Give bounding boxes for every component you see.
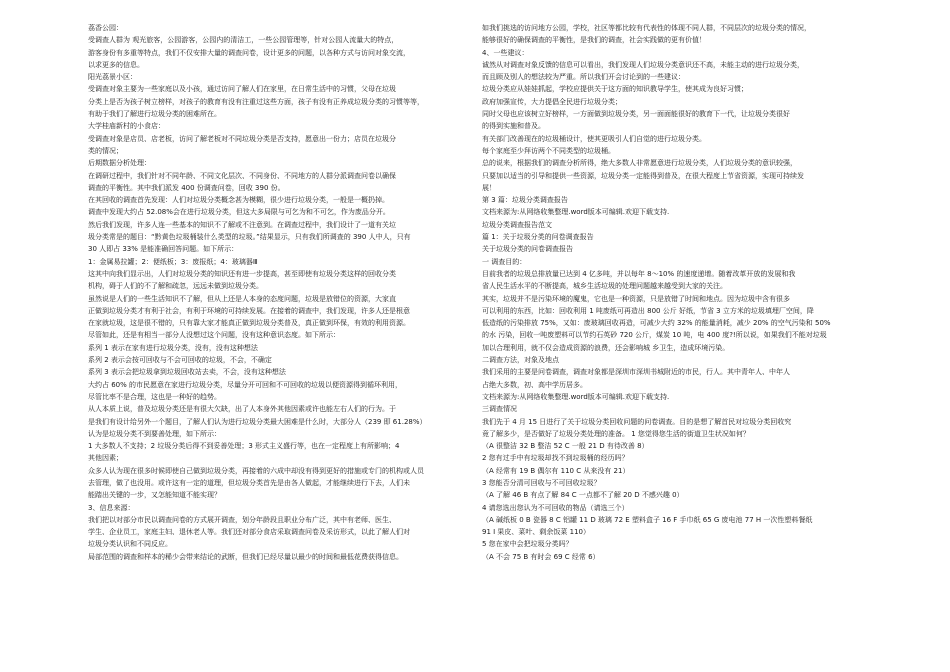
text-line: 调查中发现大约占 52.08%会在进行垃圾分类，但这大多局限与可乞为和不可乞，作为废品分开。 [88, 208, 390, 217]
text-line: 系列 1 表示在家有进行垃圾分类，没有，没有这种想法 [88, 343, 258, 352]
text-line: 垃圾分类应从娃娃抓起，学校应提供关于这方面的知识教导学生，使其成为良好习惯； [482, 85, 748, 94]
text-line: 其他因素； [88, 454, 123, 463]
text-line: 关于垃圾分类的问卷调查报告 [482, 245, 573, 254]
left-text-column [88, 22, 466, 563]
text-line: 游客身份有多重等特点，我们不仅安排大量的调查问卷，设计更多的问题，以各种方式与访问对象交流， [88, 48, 410, 57]
text-line: 系列 2 表示会按可回收与不会可回收的垃圾，不会，不确定 [88, 356, 272, 365]
text-line: 第 3 篇：垃圾分类调查报告 [482, 196, 568, 205]
text-line: （A 很整洁 32 B 整洁 52 C 一般 21 D 有待改善 8） [482, 442, 649, 451]
text-line: 5 您在家中会把垃圾分类吗？ [482, 540, 573, 549]
text-line: 能踏出关键的一步，又怎能知道不能实现？ [88, 491, 221, 500]
text-line: 竟了解多少，是否做好了垃圾分类处理的准备。 1 您觉得您生活的街道卫生状况如何？ [482, 429, 750, 438]
text-line: 后期数据分析处理： [88, 159, 151, 168]
text-line: 认为是垃圾分类不到要善处理，如下所示： [88, 429, 221, 438]
text-line: 其实，垃圾并不是污染环境的魔鬼，它也是一种资源，只是放错了时间和地点。因为垃圾中含有很多 [482, 294, 790, 303]
text-line: 大学桂庙新村的小食店： [88, 122, 165, 131]
text-line: 类的情况； [88, 146, 123, 155]
text-line: 三调查情况 [482, 405, 517, 414]
text-line: 正做到垃圾分类才有利于社会，有利于环境的可持续发展。在接着的调查中，我们发现，许多人还是根意 [88, 306, 410, 315]
text-line: 省人民生活水平的不断提高，城乡生活垃圾的处理问题越来越受到大家的关注。 [482, 282, 727, 291]
text-line: 尽管如此，还是有相当一部分人没想过这个问题，没有这种意识态度。如下所示： [88, 331, 340, 340]
text-line: 受调查人群为 观光旅客，公园游客，公园内的清洁工，一些公园管理等，针对公园人流量大的特点， [88, 36, 399, 45]
text-line: 有助于我们了解进行垃圾分类的困难所在。 [88, 110, 221, 119]
text-line: 尽管比率不是合理，这也是一种好的趋势。 [88, 392, 221, 401]
text-line: 同时父母也应该树立好榜样，一方面做到垃圾分类，另一面面能很好的教育下一代，让垃圾分类很好 [482, 110, 790, 119]
text-line: 加以合理利用，就不仅会造成资源的浪费，还会影响城 乡卫生，造成环境污染。 [482, 343, 730, 352]
text-line: 荔香公园： [88, 24, 123, 32]
text-line: 目前我者的垃圾总排放量已达到 4 亿多吨，并以每年 8～10% 的速度递增。随着改革开放的发展和我 [482, 269, 796, 278]
text-line: 篇 1：关于垃圾分类的问卷调查报告 [482, 233, 594, 242]
text-line: 1 大多数人不支持；2 垃圾分类后得不到妥善处理；3 形式主义盛行等，也在一定程度上有所影响；4 [88, 442, 400, 451]
text-line: 3 您能否分清可回收与不可回收垃圾？ [482, 478, 601, 487]
text-line: 众多人认为现在很多时候即使自己做到垃圾分类，再接着的六成中却没有得到更好的措施或专门的机构或人员 [88, 466, 424, 475]
text-line: 2 您有过手中有垃圾却找不到垃圾桶的经历吗？ [482, 454, 629, 463]
text-line: （A 了解 46 B 有点了解 84 C 一点都不了解 20 D 不感兴趣 0） [482, 491, 684, 500]
text-line: 机构，碍于人们的不了解和疏忽，远远未做到垃圾分类。 [88, 282, 263, 291]
text-line: 一 调查目的： [482, 257, 527, 266]
text-line: 从人本质上说，普及垃圾分类还是有很大欠缺，出了人本身外其他因素或许也能左右人们的行为。于 [88, 405, 396, 414]
text-line: 受调查对象主要为一些家庭以及小孩，通过访问了解人们在家里，在日常生活中的习惯，父母在垃圾 [88, 85, 396, 94]
text-line: 有关部门改善现在的垃圾桶设计，使其更吸引人们自觉的进行垃圾分类。 [482, 134, 706, 143]
text-line: 我们先于 4 月 15 日进行了关于垃圾分类回收问题的问卷调查。目的是想了解首民对垃圾分类回收究 [482, 417, 792, 426]
text-line: 的水 污染，回收一吨废塑料可以节约石英砂 720 公斤，煤炭 10 吨，电 400 度?!所以说，如果我们不能对垃圾 [482, 331, 827, 340]
text-line: 4、一些建议： [482, 48, 529, 57]
text-line: 我们把以对部分市民以调查问卷的方式展开调查，划分年龄段且职业分布广泛，其中有老师、医生、 [88, 515, 396, 524]
text-line: 圾分类常是的题目：“黔黄色垃圾桶装什么类型的垃圾。”结果显示，只有我们所调查的 390 人中人，只有 [88, 233, 411, 242]
text-line: 在其回收的调查首先发现：人们对垃圾分类概念甚为模糊，很少进行垃圾分类，一般是一概扔掉。 [88, 196, 389, 205]
text-line: 总的说来，根据我们的调查分析所得，绝大多数人非常愿意进行垃圾分类，人们垃圾分类的意识较强， [482, 159, 797, 168]
text-line: 低造纸的污染排放 75%，又如：废玻璃回收再造，可减少大约 32% 的能量消耗，减少 20% 的空气污染和 50% [482, 319, 831, 328]
text-line: 垃圾分类认识和不同反应。 [88, 540, 172, 549]
text-line: 局部范围的调查和样本的稀少会带来结论的武断，但我们已经尽量以最少的时间和最低花费获得信息。 [88, 552, 403, 561]
text-line: 诚然从对调查对象反馈的信息可以看出，我们发现人们垃圾分类意识还不高，未能主动的进行垃圾分类， [482, 60, 804, 69]
text-line: 在调研过程中，我们针对不同年龄、不同文化层次、不同身份、不同地方的人群分派调查问卷以确保 [88, 171, 396, 180]
text-line: （A 碱纸板 0 B 瓷器 8 C 铝罐 11 D 玻璃 72 E 塑料盒子 16 F 手巾纸 65 G 废电池 77 H 一次性塑料餐纸 [482, 515, 813, 524]
text-line: 调查的平衡性。其中我们派发 400 份调查问卷，回收 390 份。 [88, 183, 285, 192]
text-line: 系列 3 表示会把垃圾拿到垃圾回收站去卖，不会，没有这种想法 [88, 368, 286, 377]
text-line: （A 不会 75 B 有时会 69 C 经常 6） [482, 552, 600, 561]
text-line: 以求更多的信息。 [88, 60, 144, 69]
text-line: 分类上是否为孩子树立榜样，对孩子的教育有没有注重过这些方面，孩子有没有正养成垃圾分类的习惯等等， [88, 97, 424, 106]
text-line: 是我们有设计给另外一个题目，了解人们认为进行垃圾分类最大困难是什么时，大部分人（239 即 61.28%） [88, 417, 427, 426]
text-line: 虽然说是人们的一些生活知识不了解，但从上还是人本身的态度问题，垃圾是放错位的资源，大家直 [88, 294, 396, 303]
text-line: （A 经常有 19 B 偶尔有 110 C 从来没有 21） [482, 466, 630, 475]
text-line: 展！ [482, 183, 496, 192]
text-line: 这其中向我们显示出，人们对垃圾分类的知识还有进一步提高，甚至即使有垃圾分类这样的回收分类 [88, 269, 396, 278]
text-line: 然后我们发现，许多人连一些基本的知识不了解或不注意到。在调查过程中，我们设计了一道有关垃 [88, 220, 396, 229]
text-line: 3、信息来源： [88, 503, 135, 512]
text-line: 可以利用的东西，比如：回收利用 1 吨废纸可再造出 800 公斤 好纸，节省 3 立方米的垃圾填埋厂空间，降 [482, 306, 814, 315]
text-line: 4 请您选出您认为不可回收的物品（请选三个） [482, 503, 629, 512]
text-line: 每个家庭至少拜访两个不同类型的垃圾桶。 [482, 146, 615, 155]
text-line: 的得到实施和普及。 [482, 122, 545, 131]
text-line: 阳光荔景小区： [88, 73, 137, 82]
text-line: 文档来源为:从网络收集整理.word版本可编辑.欢迎下载支持. [482, 392, 670, 401]
text-line: 学生、企业员工，家庭主妇、退休老人等。我们还对部分食店采取调查问卷及采访形式，以此了解人们对 [88, 528, 410, 537]
text-line: 我们采用的主要是问卷调查，调查对象都是深圳市深圳书城附近的市民，行人。其中青年人、中年人 [482, 368, 790, 377]
text-line: 文档来源为:从网络收集整理.word版本可编辑.欢迎下载支持. [482, 208, 670, 217]
text-line: 在家就垃圾，这是很不错的，只有靠大家才能真正做到垃圾分类普及，真正做到环保，有效的利用资源。 [88, 319, 410, 328]
text-line: 91 I 果皮、菜叶、剩余饭菜 110） [482, 528, 591, 537]
text-line: 垃圾分类调查报告范文 [482, 220, 552, 229]
text-line: 占绝大多数，初、高中学历居多。 [482, 380, 587, 389]
text-line: 政府加强宣传，大力提倡全民进行垃圾分类； [482, 97, 622, 106]
right-text-column [482, 22, 866, 563]
text-line: 只要加以适当的引导和提供一些资源，垃圾分类一定能得到普及，在很大程度上节省资源，实现可持续发 [482, 171, 804, 180]
text-line: 去管理，做了也没用。或许这有一定的道理，但垃圾分类首先是由各人做起，才能继续进行下去，人们未 [88, 478, 410, 487]
text-line: 而且顾及别人的想法较为严重。所以我们开会讨论到的一些建议： [482, 73, 685, 82]
text-line: 能够很好的确保调查的平衡性，是我们的调查，社会实践做的更有价值！ [482, 36, 706, 45]
text-line: 二调查方法，对象及地点 [482, 356, 559, 365]
text-line: 受调查对象是店员、店老板，访问了解老板对不同垃圾分类是否支持，愿意出一份力；店员在垃圾分 [88, 134, 396, 143]
text-line: 1：金属易拉罐；2：便纸板；3：废报纸；4：玻璃器Ⅲ [88, 257, 258, 266]
text-line: 如我们挑选的访问地方公园，学校，社区等都比较有代表性的体现不同人群，不同层次的垃圾分类的情况， [482, 24, 811, 32]
text-line: 30 人即占 33% 是能准确回答问题。如下所示： [88, 245, 239, 254]
text-line: 大约占 60% 的市民愿意在家进行垃圾分类，尽量分开可回和不可回收的垃圾以便资源得到循环利用， [88, 380, 403, 389]
